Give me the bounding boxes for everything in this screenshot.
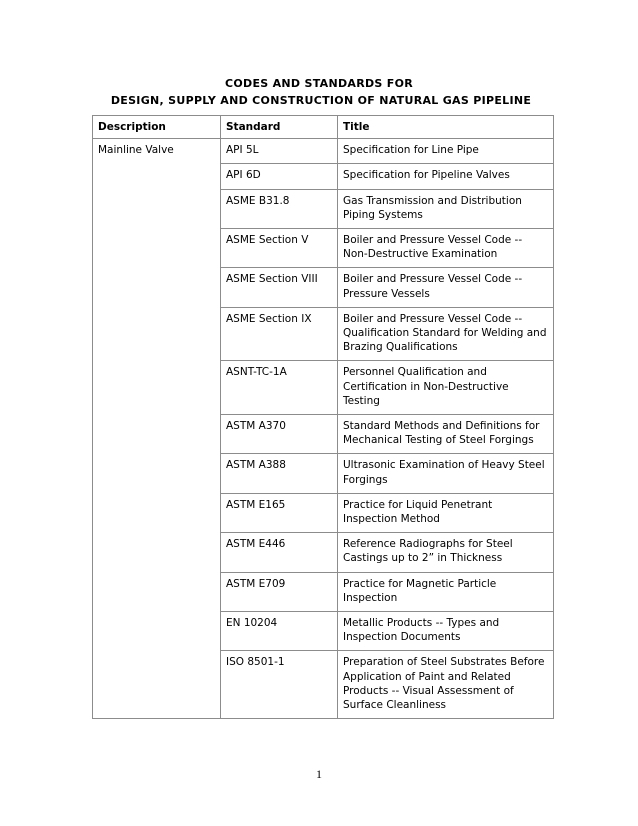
title-cell: Personnel Qualification and Certification in Non-Destructive Testing <box>338 361 554 415</box>
page-number: 1 <box>316 767 322 781</box>
header-description: Description <box>93 116 221 139</box>
title-cell: Practice for Magnetic Particle Inspection <box>338 572 554 611</box>
title-cell: Gas Transmission and Distribution Piping Systems <box>338 189 554 228</box>
standard-cell: ASME Section VIII <box>221 268 338 307</box>
standard-cell: EN 10204 <box>221 612 338 651</box>
title-cell: Specification for Line Pipe <box>338 139 554 164</box>
standard-cell: ASTM E709 <box>221 572 338 611</box>
standard-cell: ASME B31.8 <box>221 189 338 228</box>
title-cell: Boiler and Pressure Vessel Code -- Non-Destructive Examination <box>338 229 554 268</box>
standard-cell: ASNT-TC-1A <box>221 361 338 415</box>
standards-table <box>92 115 554 719</box>
document-title-line-2: DESIGN, SUPPLY AND CONSTRUCTION OF NATURAL GAS PIPELINE <box>110 94 532 107</box>
standard-cell: ASTM E446 <box>221 533 338 572</box>
table-header-row <box>93 116 554 139</box>
standard-cell: API 6D <box>221 164 338 189</box>
title-cell: Metallic Products -- Types and Inspection Documents <box>338 612 554 651</box>
title-cell: Boiler and Pressure Vessel Code -- Pressure Vessels <box>338 268 554 307</box>
table-row <box>93 139 554 164</box>
title-cell: Boiler and Pressure Vessel Code -- Qualification Standard for Welding and Brazing Qualifications <box>338 307 554 361</box>
standard-cell: ASTM E165 <box>221 493 338 532</box>
header-title: Title <box>338 116 554 139</box>
description-cell: Mainline Valve <box>93 139 221 719</box>
title-cell: Reference Radiographs for Steel Castings up to 2” in Thickness <box>338 533 554 572</box>
title-cell: Practice for Liquid Penetrant Inspection Method <box>338 493 554 532</box>
standard-cell: ASME Section V <box>221 229 338 268</box>
standard-cell: ASME Section IX <box>221 307 338 361</box>
standard-cell: ISO 8501-1 <box>221 651 338 719</box>
standard-cell: ASTM A388 <box>221 454 338 493</box>
title-cell: Specification for Pipeline Valves <box>338 164 554 189</box>
document-title-line-1: CODES AND STANDARDS FOR <box>224 77 414 90</box>
header-standard: Standard <box>221 116 338 139</box>
title-cell: Preparation of Steel Substrates Before Application of Paint and Related Products -- Visual Assessment of Surface Cleanliness <box>338 651 554 719</box>
title-cell: Standard Methods and Definitions for Mechanical Testing of Steel Forgings <box>338 415 554 454</box>
title-cell: Ultrasonic Examination of Heavy Steel Forgings <box>338 454 554 493</box>
standard-cell: ASTM A370 <box>221 415 338 454</box>
standard-cell: API 5L <box>221 139 338 164</box>
